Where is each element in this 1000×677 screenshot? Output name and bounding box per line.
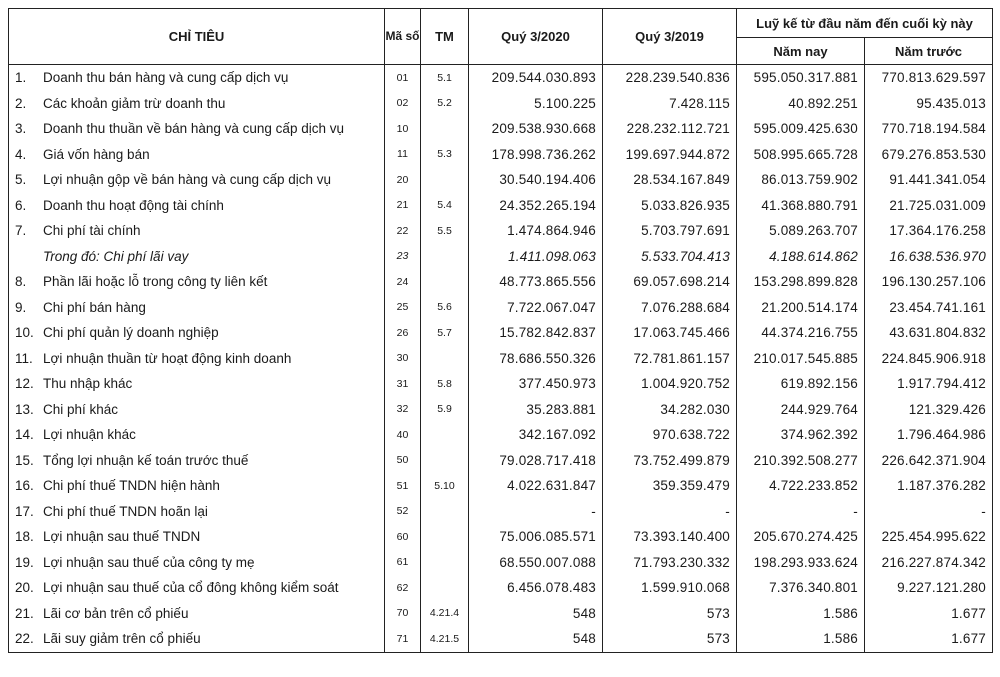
row-ytd-current-value: 4.722.233.852: [737, 473, 865, 499]
row-ytd-previous-value: 1.677: [865, 601, 993, 627]
row-ytd-previous-value: 91.441.341.054: [865, 167, 993, 193]
row-note: [421, 575, 469, 601]
row-indicator: [9, 448, 385, 474]
row-label: Doanh thu bán hàng và cung cấp dịch vụ: [43, 70, 289, 86]
row-ytd-current-value: 595.050.317.881: [737, 65, 865, 91]
table-row: [9, 116, 993, 142]
row-ytd-previous-value: 21.725.031.009: [865, 193, 993, 219]
row-q3-2020-value: 377.450.973: [469, 371, 603, 397]
row-ytd-current-value: 44.374.216.755: [737, 320, 865, 346]
row-code: 71: [385, 626, 421, 652]
table-row: [9, 91, 993, 117]
row-q3-2019-value: 71.793.230.332: [603, 550, 737, 576]
table-row: [9, 193, 993, 219]
row-ytd-previous-value: -: [865, 499, 993, 525]
row-label: Chi phí quản lý doanh nghiệp: [43, 325, 219, 341]
row-number: 11.: [15, 350, 33, 366]
row-label: Chi phí thuế TNDN hoãn lại: [43, 503, 208, 519]
row-q3-2019-value: 5.703.797.691: [603, 218, 737, 244]
row-code: 31: [385, 371, 421, 397]
row-q3-2020-value: 1.474.864.946: [469, 218, 603, 244]
table-row: [9, 524, 993, 550]
row-ytd-current-value: 595.009.425.630: [737, 116, 865, 142]
row-code: 40: [385, 422, 421, 448]
row-note: [421, 499, 469, 525]
row-number: 6.: [15, 197, 27, 213]
row-ytd-current-value: 40.892.251: [737, 91, 865, 117]
row-indicator: [9, 499, 385, 525]
row-indicator: [9, 575, 385, 601]
header-ytd-previous: Năm trước: [865, 38, 993, 65]
row-q3-2019-value: 5.033.826.935: [603, 193, 737, 219]
row-label: Lợi nhuận sau thuế TNDN: [43, 529, 201, 545]
row-number: 2.: [15, 95, 27, 111]
row-number: 13.: [15, 401, 34, 417]
table-row: [9, 295, 993, 321]
row-q3-2019-value: 72.781.861.157: [603, 346, 737, 372]
row-q3-2020-value: 1.411.098.063: [469, 244, 603, 270]
row-q3-2019-value: -: [603, 499, 737, 525]
row-label: Lãi suy giảm trên cổ phiếu: [43, 631, 201, 647]
row-q3-2020-value: 342.167.092: [469, 422, 603, 448]
row-note: [421, 422, 469, 448]
row-label: Chi phí tài chính: [43, 223, 141, 239]
row-q3-2019-value: 199.697.944.872: [603, 142, 737, 168]
row-note: 5.7: [421, 320, 469, 346]
row-note: 5.1: [421, 65, 469, 91]
row-q3-2019-value: 5.533.704.413: [603, 244, 737, 270]
row-code: 52: [385, 499, 421, 525]
row-indicator: [9, 167, 385, 193]
row-label: Chi phí khác: [43, 401, 119, 417]
row-number: 9.: [15, 299, 27, 315]
row-q3-2019-value: 17.063.745.466: [603, 320, 737, 346]
row-code: 70: [385, 601, 421, 627]
row-code: 20: [385, 167, 421, 193]
row-q3-2020-value: 209.544.030.893: [469, 65, 603, 91]
row-number: 19.: [15, 554, 34, 570]
table-row: [9, 575, 993, 601]
row-label: Lợi nhuận thuần từ hoạt động kinh doanh: [43, 350, 292, 366]
row-note: 5.3: [421, 142, 469, 168]
row-code: 24: [385, 269, 421, 295]
row-q3-2019-value: 970.638.722: [603, 422, 737, 448]
row-indicator: [9, 320, 385, 346]
row-indicator: [9, 473, 385, 499]
table-row: [9, 244, 993, 270]
row-note: [421, 244, 469, 270]
row-q3-2020-value: 4.022.631.847: [469, 473, 603, 499]
table-row: [9, 397, 993, 423]
row-note: [421, 116, 469, 142]
row-label: Chi phí thuế TNDN hiện hành: [43, 478, 220, 494]
row-ytd-current-value: 619.892.156: [737, 371, 865, 397]
header-q3-2020: Quý 3/2020: [469, 9, 603, 65]
table-row: [9, 371, 993, 397]
row-ytd-previous-value: 224.845.906.918: [865, 346, 993, 372]
row-q3-2020-value: 6.456.078.483: [469, 575, 603, 601]
table-row: [9, 422, 993, 448]
row-ytd-current-value: 210.392.508.277: [737, 448, 865, 474]
row-number: 22.: [15, 631, 34, 647]
row-label: Lợi nhuận khác: [43, 427, 136, 443]
row-note: [421, 167, 469, 193]
row-note: 4.21.4: [421, 601, 469, 627]
row-ytd-previous-value: 226.642.371.904: [865, 448, 993, 474]
row-q3-2019-value: 228.232.112.721: [603, 116, 737, 142]
row-ytd-previous-value: 1.187.376.282: [865, 473, 993, 499]
row-number: 3.: [15, 121, 27, 137]
row-number: 7.: [15, 223, 27, 239]
row-label: Doanh thu thuần về bán hàng và cung cấp dịch vụ: [43, 121, 344, 137]
row-q3-2019-value: 73.752.499.879: [603, 448, 737, 474]
row-code: 25: [385, 295, 421, 321]
row-code: 32: [385, 397, 421, 423]
row-indicator: [9, 91, 385, 117]
row-indicator: [9, 65, 385, 91]
row-code: 51: [385, 473, 421, 499]
row-number: 8.: [15, 274, 27, 290]
row-note: 5.10: [421, 473, 469, 499]
row-q3-2020-value: 5.100.225: [469, 91, 603, 117]
row-label: Phần lãi hoặc lỗ trong công ty liên kết: [43, 274, 268, 290]
row-ytd-previous-value: 770.718.194.584: [865, 116, 993, 142]
row-ytd-current-value: 1.586: [737, 626, 865, 652]
row-indicator: [9, 269, 385, 295]
row-code: 11: [385, 142, 421, 168]
row-code: 02: [385, 91, 421, 117]
row-ytd-current-value: -: [737, 499, 865, 525]
row-ytd-previous-value: 1.677: [865, 626, 993, 652]
row-number: 4.: [15, 146, 27, 162]
row-code: 60: [385, 524, 421, 550]
row-q3-2019-value: 7.428.115: [603, 91, 737, 117]
row-ytd-previous-value: 43.631.804.832: [865, 320, 993, 346]
row-q3-2019-value: 34.282.030: [603, 397, 737, 423]
row-label: Chi phí bán hàng: [43, 299, 146, 315]
table-row: [9, 473, 993, 499]
row-number: 16.: [15, 478, 34, 494]
row-ytd-previous-value: 9.227.121.280: [865, 575, 993, 601]
table-body: [9, 65, 993, 653]
row-q3-2020-value: 24.352.265.194: [469, 193, 603, 219]
row-note: 5.2: [421, 91, 469, 117]
row-indicator: [9, 371, 385, 397]
row-q3-2019-value: 28.534.167.849: [603, 167, 737, 193]
row-ytd-previous-value: 17.364.176.258: [865, 218, 993, 244]
row-ytd-current-value: 7.376.340.801: [737, 575, 865, 601]
row-ytd-previous-value: 196.130.257.106: [865, 269, 993, 295]
row-q3-2019-value: 1.004.920.752: [603, 371, 737, 397]
row-ytd-current-value: 198.293.933.624: [737, 550, 865, 576]
table-row: [9, 626, 993, 652]
row-q3-2019-value: 1.599.910.068: [603, 575, 737, 601]
row-label: Lợi nhuận gộp về bán hàng và cung cấp dịch vụ: [43, 172, 332, 188]
row-code: 23: [385, 244, 421, 270]
row-ytd-current-value: 374.962.392: [737, 422, 865, 448]
row-q3-2020-value: 15.782.842.837: [469, 320, 603, 346]
header-q3-2019: Quý 3/2019: [603, 9, 737, 65]
row-indicator: [9, 550, 385, 576]
row-indicator: [9, 626, 385, 652]
row-note: [421, 346, 469, 372]
row-q3-2019-value: 69.057.698.214: [603, 269, 737, 295]
table-row: [9, 499, 993, 525]
row-q3-2020-value: 178.998.736.262: [469, 142, 603, 168]
header-ytd-current: Năm nay: [737, 38, 865, 65]
row-note: [421, 269, 469, 295]
table-row: [9, 448, 993, 474]
row-ytd-current-value: 210.017.545.885: [737, 346, 865, 372]
row-q3-2020-value: 548: [469, 601, 603, 627]
row-code: 61: [385, 550, 421, 576]
row-indicator: [9, 218, 385, 244]
row-note: [421, 550, 469, 576]
row-q3-2020-value: 68.550.007.088: [469, 550, 603, 576]
row-q3-2019-value: 359.359.479: [603, 473, 737, 499]
row-indicator: [9, 193, 385, 219]
row-q3-2020-value: 78.686.550.326: [469, 346, 603, 372]
row-label: Doanh thu hoạt động tài chính: [43, 197, 224, 213]
row-ytd-current-value: 4.188.614.862: [737, 244, 865, 270]
row-q3-2020-value: 75.006.085.571: [469, 524, 603, 550]
row-number: 15.: [15, 452, 34, 468]
row-q3-2019-value: 7.076.288.684: [603, 295, 737, 321]
row-ytd-previous-value: 679.276.853.530: [865, 142, 993, 168]
row-ytd-current-value: 1.586: [737, 601, 865, 627]
row-indicator: [9, 422, 385, 448]
row-number: 21.: [15, 605, 34, 621]
row-label: Trong đó: Chi phí lãi vay: [43, 248, 189, 264]
row-code: 30: [385, 346, 421, 372]
income-statement-sheet: [8, 8, 992, 653]
row-number: 20.: [15, 580, 34, 596]
row-ytd-previous-value: 1.917.794.412: [865, 371, 993, 397]
row-q3-2020-value: 30.540.194.406: [469, 167, 603, 193]
row-q3-2020-value: 79.028.717.418: [469, 448, 603, 474]
row-note: 5.6: [421, 295, 469, 321]
header-ytd-group: Luỹ kế từ đầu năm đến cuối kỳ này: [737, 9, 993, 38]
table-row: [9, 320, 993, 346]
row-ytd-previous-value: 216.227.874.342: [865, 550, 993, 576]
table-header: [9, 9, 993, 65]
row-ytd-previous-value: 225.454.995.622: [865, 524, 993, 550]
row-label: Các khoản giảm trừ doanh thu: [43, 95, 226, 111]
row-indicator: [9, 244, 385, 270]
row-note: 5.5: [421, 218, 469, 244]
row-number: 17.: [15, 503, 34, 519]
row-indicator: [9, 346, 385, 372]
row-ytd-previous-value: 770.813.629.597: [865, 65, 993, 91]
row-label: Lợi nhuận sau thuế của cổ đông không kiểm soát: [43, 580, 339, 596]
income-statement-table: [8, 8, 993, 653]
row-code: 01: [385, 65, 421, 91]
row-code: 26: [385, 320, 421, 346]
row-ytd-previous-value: 16.638.536.970: [865, 244, 993, 270]
row-indicator: [9, 295, 385, 321]
row-code: 10: [385, 116, 421, 142]
row-note: 5.9: [421, 397, 469, 423]
table-row: [9, 550, 993, 576]
row-note: 5.8: [421, 371, 469, 397]
row-code: 50: [385, 448, 421, 474]
row-code: 62: [385, 575, 421, 601]
row-ytd-current-value: 86.013.759.902: [737, 167, 865, 193]
row-q3-2019-value: 73.393.140.400: [603, 524, 737, 550]
row-ytd-current-value: 508.995.665.728: [737, 142, 865, 168]
row-note: [421, 524, 469, 550]
row-ytd-current-value: 21.200.514.174: [737, 295, 865, 321]
row-indicator: [9, 397, 385, 423]
row-ytd-current-value: 41.368.880.791: [737, 193, 865, 219]
row-number: 12.: [15, 376, 34, 392]
table-row: [9, 218, 993, 244]
row-label: Lợi nhuận sau thuế của công ty mẹ: [43, 554, 255, 570]
row-q3-2020-value: 548: [469, 626, 603, 652]
row-note: 4.21.5: [421, 626, 469, 652]
row-q3-2020-value: 35.283.881: [469, 397, 603, 423]
row-indicator: [9, 116, 385, 142]
row-indicator: [9, 524, 385, 550]
header-indicator: CHỈ TIÊU: [9, 9, 385, 65]
row-q3-2020-value: 7.722.067.047: [469, 295, 603, 321]
row-q3-2019-value: 573: [603, 601, 737, 627]
row-q3-2019-value: 228.239.540.836: [603, 65, 737, 91]
table-row: [9, 346, 993, 372]
row-number: 18.: [15, 529, 34, 545]
row-q3-2020-value: 48.773.865.556: [469, 269, 603, 295]
row-code: 21: [385, 193, 421, 219]
row-indicator: [9, 142, 385, 168]
row-ytd-current-value: 153.298.899.828: [737, 269, 865, 295]
table-row: [9, 167, 993, 193]
row-number: 1.: [15, 70, 27, 86]
row-label: Tổng lợi nhuận kế toán trước thuế: [43, 452, 249, 468]
table-row: [9, 142, 993, 168]
row-number: 10.: [15, 325, 34, 341]
row-ytd-previous-value: 23.454.741.161: [865, 295, 993, 321]
row-q3-2019-value: 573: [603, 626, 737, 652]
header-code: Mã số: [385, 9, 421, 65]
row-ytd-previous-value: 95.435.013: [865, 91, 993, 117]
row-label: Thu nhập khác: [43, 376, 133, 392]
row-note: [421, 448, 469, 474]
row-q3-2020-value: 209.538.930.668: [469, 116, 603, 142]
row-indicator: [9, 601, 385, 627]
row-number: 14.: [15, 427, 34, 443]
row-code: 22: [385, 218, 421, 244]
row-ytd-previous-value: 1.796.464.986: [865, 422, 993, 448]
header-note: TM: [421, 9, 469, 65]
table-row: [9, 601, 993, 627]
row-ytd-current-value: 244.929.764: [737, 397, 865, 423]
table-row: [9, 269, 993, 295]
row-ytd-current-value: 5.089.263.707: [737, 218, 865, 244]
table-row: [9, 65, 993, 91]
row-note: 5.4: [421, 193, 469, 219]
row-q3-2020-value: -: [469, 499, 603, 525]
row-number: 5.: [15, 172, 27, 188]
row-label: Lãi cơ bản trên cổ phiếu: [43, 605, 189, 621]
row-ytd-previous-value: 121.329.426: [865, 397, 993, 423]
row-label: Giá vốn hàng bán: [43, 146, 150, 162]
row-ytd-current-value: 205.670.274.425: [737, 524, 865, 550]
